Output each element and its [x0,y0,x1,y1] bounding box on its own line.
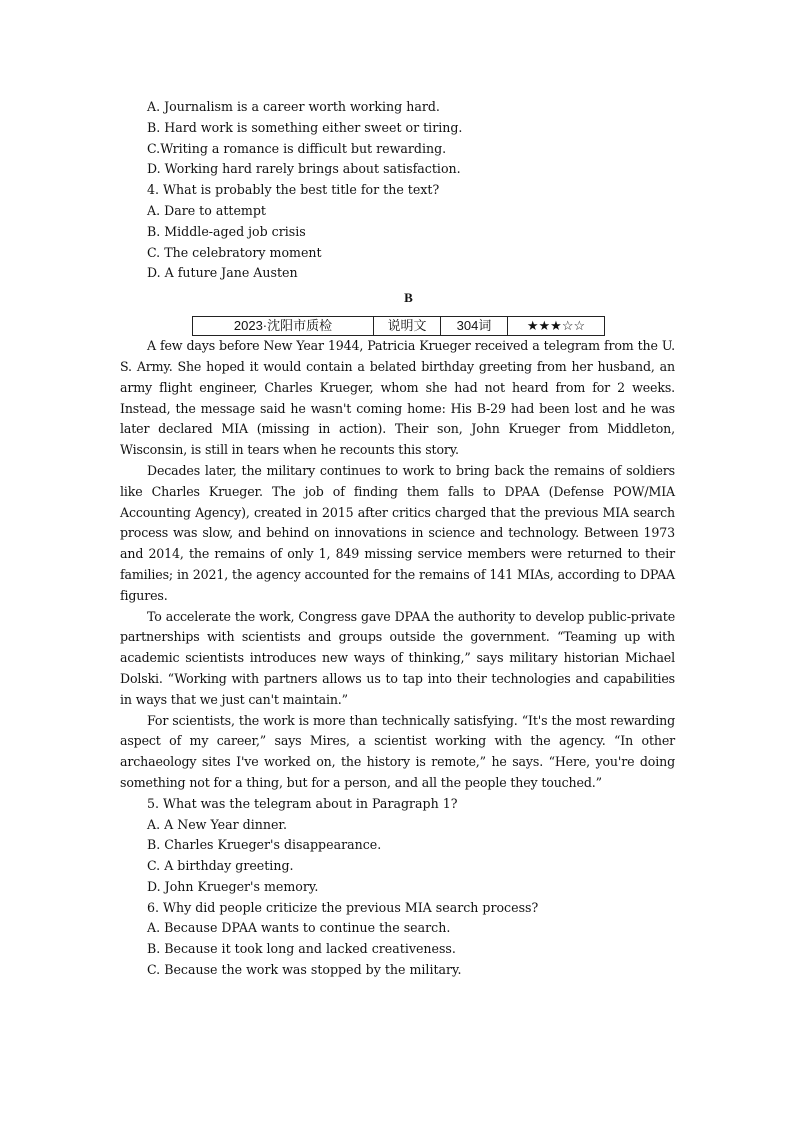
document-page [120,97,675,981]
passage-info-table [192,316,605,336]
q5-option-a: A. A New Year dinner. [147,816,288,832]
question-3-options [120,97,675,180]
genre-cell: 说明文 [374,317,441,336]
q3-option-d: D. Working hard rarely brings about satisfaction. [147,161,461,177]
passage-paragraph-4: For scientists, the work is more than technically satisfying. “It's the most rewarding aspect of my career,” says Mires, a scientist working with the agency. “In other archaeology sites I've worked on, the history is remote,” he says. “Here, you're doing something not for a thing, but for a person, and all the people they touched.” [120,712,675,790]
q6-option-a: A. Because DPAA wants to continue the search. [147,920,451,936]
q4-option-a: A. Dare to attempt [147,202,266,218]
source-cell: 2023·沈阳市质检 [193,317,374,336]
q4-question: 4. What is probably the best title for the text? [147,182,440,198]
q5-option-c: C. A birthday greeting. [147,858,294,874]
q6-option-c: C. Because the work was stopped by the military. [147,962,462,978]
q5-option-d: D. John Krueger's memory. [147,878,319,894]
q4-option-c: C. The celebratory moment [147,244,322,260]
difficulty-cell: ★★★☆☆ [508,317,605,336]
question-4 [120,180,675,284]
q3-option-b: B. Hard work is something either sweet or tiring. [147,119,463,135]
word-count-cell: 304词 [441,317,508,336]
passage [120,336,675,794]
q6-question: 6. Why did people criticize the previous MIA search process? [147,899,539,915]
q5-option-b: B. Charles Krueger's disappearance. [147,837,382,853]
q3-option-a: A. Journalism is a career worth working hard. [147,99,440,114]
section-letter: B [404,290,413,306]
q4-option-d: D. A future Jane Austen [147,265,298,281]
q5-question: 5. What was the telegram about in Paragraph 1? [147,795,458,811]
question-6 [120,898,675,981]
passage-paragraph-1: A few days before New Year 1944, Patricia Krueger received a telegram from the U. S. Army. She hoped it would contain a belated birthday greeting from her husband, an army flight engineer, Charles Krueger, whom she had not heard from for 2 weeks. Instead, the message said he wasn't coming home: His B-29 had been lost and he was later declared MIA (missing in action). Their son, John Krueger from Middleton, Wisconsin, is still in tears when he recounts this story. [120,338,675,458]
passage-paragraph-3: To accelerate the work, Congress gave DPAA the authority to develop public-private partnerships with scientists and groups outside the government. “Teaming up with academic scientists introduces new ways of thinking,” says military historian Michael Dolski. “Working with partners allows us to tap into their technologies and capabilities in ways that we just can't maintain.” [120,608,675,707]
q4-option-b: B. Middle-aged job crisis [147,223,306,239]
q6-option-b: B. Because it took long and lacked creativeness. [147,941,456,957]
passage-paragraph-2: Decades later, the military continues to work to bring back the remains of soldiers like Charles Krueger. The job of finding them falls to DPAA (Defense POW/MIA Accounting Agency), created in 2015 after critics charged that the previous MIA search process was slow, and behind on innovations in science and technology. Between 1973 and 2014, the remains of only 1, 849 missing service members were returned to their families; in 2021, the agency accounted for the remains of 141 MIAs, according to DPAA figures. [120,462,675,603]
q3-option-c: C.Writing a romance is difficult but rewarding. [147,140,447,156]
question-5 [120,794,675,898]
